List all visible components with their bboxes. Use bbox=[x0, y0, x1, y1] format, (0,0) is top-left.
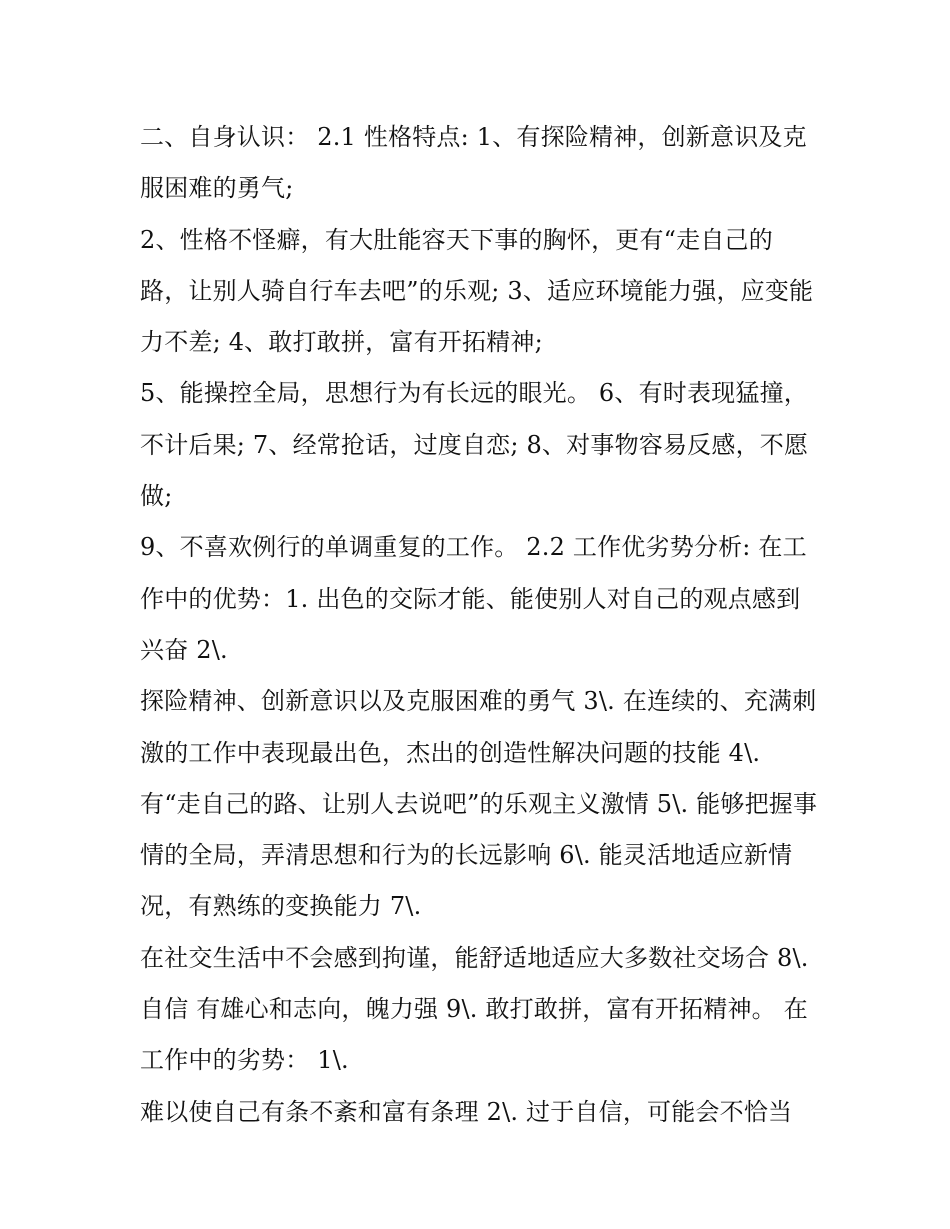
paragraph-3: 5、能操控全局，思想行为有长远的眼光。 6、有时表现猛撞，不计后果; 7、经常抢话，过度自恋; 8、对事物容易反感，不愿做; bbox=[140, 379, 809, 511]
paragraph-1: 二、自身认识： 2.1 性格特点: 1、有探险精神，创新意识及克服困难的勇气; bbox=[140, 123, 807, 203]
paragraph-4: 9、不喜欢例行的单调重复的工作。 2.2 工作优劣势分析: 在工作中的优势：1. 出色的交际才能、能使别人对自己的观点感到兴奋 2\. bbox=[140, 533, 807, 664]
document-body bbox=[140, 112, 820, 1138]
paragraph-7: 难以使自己有条不紊和富有条理 2\. 过于自信，可能会不恰当 bbox=[140, 1097, 793, 1126]
paragraph-5: 探险精神、创新意识以及克服困难的勇气 3\. 在连续的、充满刺激的工作中表现最出色，杰出的创造性解决问题的技能 4\. 有“走自己的路、让别人去说吧”的乐观主义激情 5\. 能够把握事情的全局，弄清思想和行为的长远影响 6\. 能灵活地适应新情况，有熟练的变换能力 7\. bbox=[140, 687, 818, 921]
paragraph-6: 在社交生活中不会感到拘谨，能舒适地适应大多数社交场合 8\. 自信 有雄心和志向，魄力强 9\. 敢打敢拼，富有开拓精神。 在工作中的劣势： 1\. bbox=[140, 943, 809, 1075]
paragraph-2: 2、性格不怪癖，有大肚能容天下事的胸怀，更有“走自己的路，让别人骑自行车去吧”的乐观; 3、适应环境能力强，应变能力不差; 4、敢打敢拼，富有开拓精神; bbox=[140, 225, 814, 357]
